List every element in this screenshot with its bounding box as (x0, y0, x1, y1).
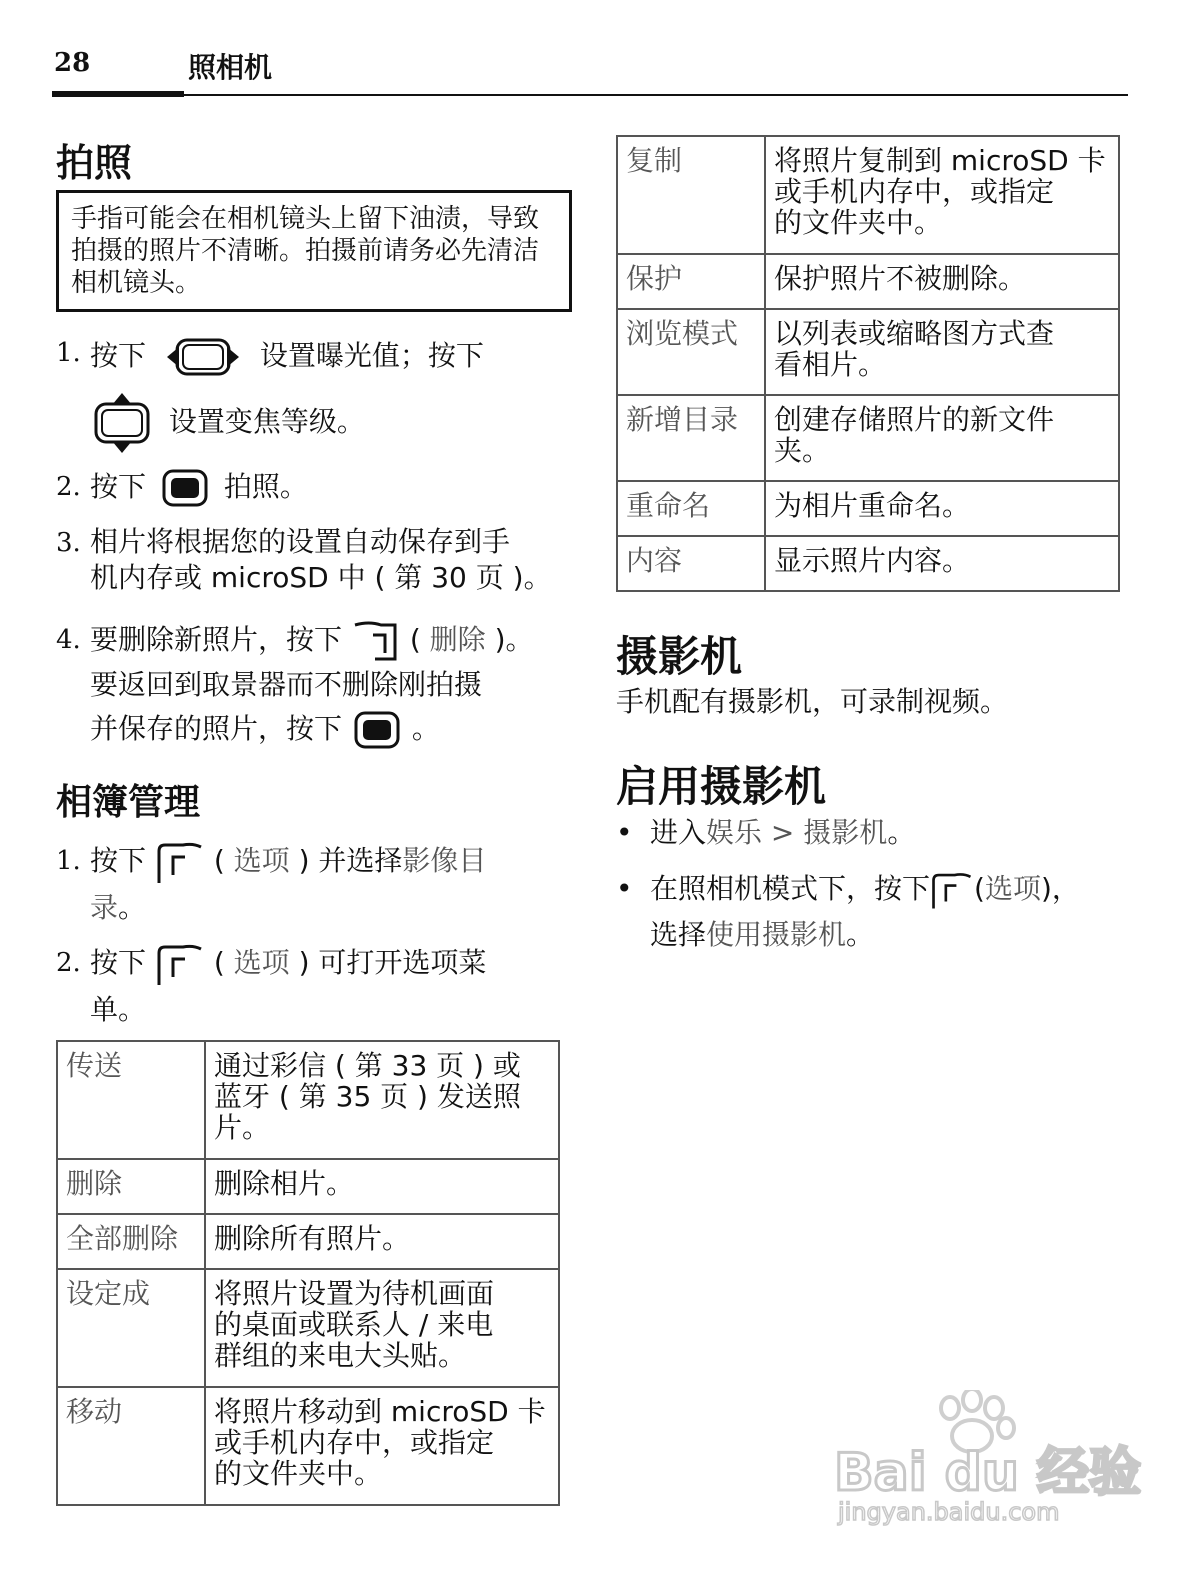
option-key: 传送 (57, 1041, 205, 1159)
option-key: 内容 (617, 536, 765, 591)
bullet-text: 。 (846, 918, 875, 951)
album-step-1 (56, 838, 566, 931)
bullet-item-1 (616, 810, 1136, 856)
menu-path-entertainment: 娱乐 (706, 816, 763, 849)
option-key: 移动 (57, 1387, 205, 1505)
option-key: 全部删除 (57, 1214, 205, 1269)
bullet-dot: • (616, 872, 633, 905)
center-key-icon (161, 468, 209, 508)
option-desc: 保护照片不被删除。 (765, 254, 1119, 309)
option-key: 新增目录 (617, 395, 765, 481)
left-softkey-icon (155, 941, 205, 987)
step-text: 设置变焦等级。 (168, 405, 365, 438)
step-number: 1. (56, 846, 81, 876)
table-row (617, 309, 1119, 395)
bullet-text: 选择 (650, 918, 707, 951)
step-text: 。 (411, 712, 440, 745)
nav-up-down-icon (90, 392, 154, 454)
menu-path-camcorder: 摄影机 (803, 816, 888, 849)
photo-step-2 (56, 468, 566, 508)
table-row (617, 136, 1119, 254)
photo-step-4 (56, 618, 566, 751)
option-desc: 将照片复制到 microSD 卡 或手机内存中，或指定 的文件夹中。 (765, 136, 1119, 254)
options-label: 选项 (233, 946, 290, 979)
table-row (57, 1387, 559, 1505)
photo-step-3 (56, 524, 566, 596)
step-text: 要返回到取景器而不删除刚拍摄 (90, 668, 483, 701)
album-heading: 相簿管理 (56, 782, 201, 823)
table-row (617, 481, 1119, 536)
step-text: 并保存的照片，按下 (90, 712, 343, 745)
table-row (57, 1041, 559, 1159)
step-text: 按下 (90, 844, 147, 877)
table-row (617, 254, 1119, 309)
step-number: 3. (56, 528, 81, 558)
step-text: 要删除新照片，按下 (90, 623, 343, 656)
menu-path-gallery-cont: 录 (90, 891, 119, 924)
option-key: 保护 (617, 254, 765, 309)
photo-heading: 拍照 (56, 141, 133, 185)
step-number: 4. (56, 625, 81, 655)
step-text: 机内存或 microSD 中 ( 第 30 页 )。 (90, 561, 552, 594)
option-key: 删除 (57, 1159, 205, 1214)
album-step-2 (56, 940, 566, 1033)
watermark-url: jingyan.baidu.com (838, 1498, 1060, 1526)
watermark-logo-text: Bai du 经验 (834, 1443, 1141, 1503)
option-desc: 删除相片。 (205, 1159, 559, 1214)
table-row (57, 1214, 559, 1269)
option-desc: 为相片重命名。 (765, 481, 1119, 536)
nav-left-right-icon (165, 334, 241, 380)
options-label: 选项 (233, 844, 290, 877)
bullet-text: 进入 (650, 816, 707, 849)
options-table-left (56, 1040, 560, 1506)
step-text: ) 并选择 (298, 844, 403, 877)
center-key-icon (353, 710, 401, 750)
step-text: ( (213, 946, 225, 979)
delete-label: 删除 (429, 623, 486, 656)
page-number: 28 (54, 48, 91, 78)
table-row (57, 1159, 559, 1214)
option-key: 设定成 (57, 1269, 205, 1387)
step-text: 拍照。 (223, 470, 308, 503)
warning-note: 手指可能会在相机镜头上留下油渍，导致拍摄的照片不清晰。拍摄前请务必先清洁相机镜头。 (56, 190, 572, 312)
step-number: 2. (56, 948, 81, 978)
table-row (57, 1269, 559, 1387)
option-desc: 删除所有照片。 (205, 1214, 559, 1269)
step-text: )。 (494, 623, 534, 656)
option-key: 重命名 (617, 481, 765, 536)
step-number: 1. (56, 338, 81, 368)
photo-step-1 (56, 334, 566, 380)
bullet-text: 。 (887, 816, 916, 849)
step-text: ) 可打开选项菜 (298, 946, 487, 979)
step-text: 设置曝光值；按下 (259, 339, 484, 372)
step-text: 按下 (90, 339, 147, 372)
step-text: 相片将根据您的设置自动保存到手 (90, 525, 511, 558)
option-desc: 显示照片内容。 (765, 536, 1119, 591)
enable-video-heading: 启用摄影机 (616, 762, 827, 811)
bullet-text: 在照相机模式下，按下 (650, 872, 931, 905)
video-heading: 摄影机 (616, 632, 743, 681)
baidu-watermark (830, 1390, 1141, 1540)
step-text: 。 (118, 891, 147, 924)
step-text: ( (213, 844, 225, 877)
bullet-item-2 (616, 866, 1136, 958)
option-key: 浏览模式 (617, 309, 765, 395)
menu-path-separator: > (762, 816, 804, 849)
step-text: ( (409, 623, 421, 656)
bullet-text: ( (974, 872, 985, 905)
right-softkey-icon (351, 619, 401, 663)
bullet-text: )， (1040, 872, 1080, 905)
option-desc: 创建存储照片的新文件 夹。 (765, 395, 1119, 481)
option-desc: 将照片移动到 microSD 卡 或手机内存中，或指定 的文件夹中。 (205, 1387, 559, 1505)
menu-path-use-camcorder: 使用摄影机 (706, 918, 847, 951)
option-key: 复制 (617, 136, 765, 254)
photo-step-1-cont (90, 392, 600, 454)
section-title: 照相机 (188, 51, 273, 84)
options-table-right (616, 135, 1120, 592)
options-label: 选项 (984, 872, 1041, 905)
step-number: 2. (56, 472, 81, 502)
option-desc: 将照片设置为待机画面 的桌面或联系人 / 来电 群组的来电大头贴。 (205, 1269, 559, 1387)
table-row (617, 395, 1119, 481)
left-softkey-icon (930, 868, 974, 912)
option-desc: 通过彩信 ( 第 33 页 ) 或 蓝牙 ( 第 35 页 ) 发送照 片。 (205, 1041, 559, 1159)
bullet-dot: • (616, 816, 633, 849)
menu-path-gallery: 影像目 (402, 844, 487, 877)
step-text: 单。 (90, 993, 147, 1026)
table-row (617, 536, 1119, 591)
header-rule (52, 94, 1128, 96)
video-description: 手机配有摄影机，可录制视频。 (616, 685, 1009, 718)
step-text: 按下 (90, 470, 147, 503)
step-text: 按下 (90, 946, 147, 979)
left-softkey-icon (155, 839, 205, 885)
option-desc: 以列表或缩略图方式查 看相片。 (765, 309, 1119, 395)
